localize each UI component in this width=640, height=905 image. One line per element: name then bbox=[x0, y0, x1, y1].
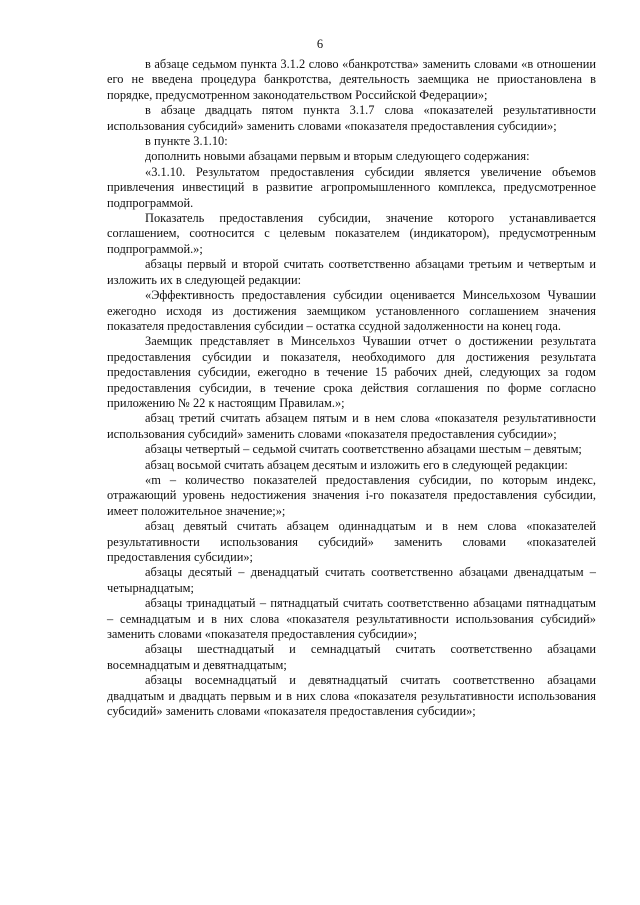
paragraph: абзацы шестнадцатый и семнадцатый считать соответственно абзацами восемнадцатым и девятнадцатым; bbox=[107, 642, 596, 672]
paragraph: Заемщик представляет в Минсельхоз Чувашии отчет о достижении результата предоставления субсидии и показателя, необходимого для достижения результата предоставления субсидии, ежегодно в течение 15 рабочих дней, следующих за годом предоставления субсидии, в течение срока действия соглашения по форме согласно приложению № 22 к настоящим Правилам.»; bbox=[107, 334, 596, 410]
paragraph: абзац восьмой считать абзацем десятым и изложить его в следующей редакции: bbox=[145, 457, 568, 472]
paragraph: «m – количество показателей предоставления субсидии, по которым индекс, отражающий уровень недостижения значения i-го показателя предоставления субсидии, имеет положительное значение;»; bbox=[107, 472, 596, 518]
paragraph: абзацы тринадцатый – пятнадцатый считать соответственно абзацами пятнадцатым – семнадцатым и в них слова «показателя результативности использования субсидий» заменить словами «показателя предоставления субсидии»; bbox=[107, 596, 596, 642]
paragraph: «3.1.10. Результатом предоставления субсидии является увеличение объемов привлечения инвестиций в развитие агропромышленного комплекса, предусмотренное подпрограммой. bbox=[107, 164, 596, 210]
paragraph: абзацы восемнадцатый и девятнадцатый считать соответственно абзацами двадцатым и двадцать первым и в них слова «показателя результативности использования субсидий» заменить словами «показателя предоставления субсидии»; bbox=[107, 673, 596, 719]
paragraph: в пункте 3.1.10: bbox=[145, 134, 228, 149]
paragraph: в абзаце седьмом пункта 3.1.2 слово «банкротства» заменить словами «в отношении его не введена процедура банкротства, деятельность заемщика не приостановлена в порядке, предусмотренном законодательством Российской Федерации»; bbox=[107, 57, 596, 102]
paragraph: дополнить новыми абзацами первым и вторым следующего содержания: bbox=[145, 149, 530, 164]
paragraph: абзацы первый и второй считать соответственно абзацами третьим и четвертым и изложить их в следующей редакции: bbox=[107, 257, 596, 287]
paragraph: абзац третий считать абзацем пятым и в нем слова «показателя результативности использования субсидий» заменить словами «показателя предоставления субсидии»; bbox=[107, 411, 596, 441]
paragraph: в абзаце двадцать пятом пункта 3.1.7 слова «показателей результативности использования субсидий» заменить словами «показателя предоставления субсидии»; bbox=[107, 103, 596, 133]
paragraph: абзацы четвертый – седьмой считать соответственно абзацами шестым – девятым; bbox=[145, 442, 582, 457]
paragraph: абзац девятый считать абзацем одиннадцатым и в нем слова «показателей результативности использования субсидий» заменить словами «показателей предоставления субсидии»; bbox=[107, 519, 596, 564]
paragraph: «Эффективность предоставления субсидии оценивается Минсельхозом Чувашии ежегодно исходя из достижения заемщиком установленного соглашением значения показателя предоставления субсидии – остатка ссудной задолженности на конец года. bbox=[107, 288, 596, 333]
paragraph: абзацы десятый – двенадцатый считать соответственно абзацами двенадцатым – четырнадцатым; bbox=[107, 565, 596, 595]
document-body bbox=[107, 57, 596, 719]
paragraph: Показатель предоставления субсидии, значение которого устанавливается соглашением, соотносится с целевым показателем (индикатором), предусмотренным подпрограммой.»; bbox=[107, 211, 596, 256]
page-number: 6 bbox=[316, 37, 324, 51]
